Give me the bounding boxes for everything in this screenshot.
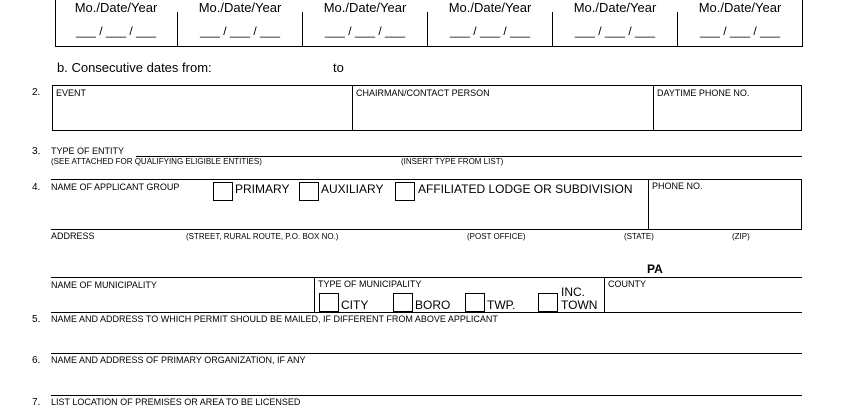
- date-label: Mo./Date/Year: [323, 0, 407, 15]
- address-line[interactable]: [51, 229, 802, 230]
- address-zip-hint: (ZIP): [732, 232, 750, 241]
- consecutive-dates-label: b. Consecutive dates from:: [57, 60, 212, 75]
- applicant-group-label: NAME OF APPLICANT GROUP: [51, 182, 180, 192]
- boro-label: BORO: [415, 298, 451, 312]
- applicant-phone-label: PHONE NO.: [652, 181, 703, 191]
- daytime-phone-label: DAYTIME PHONE NO.: [657, 88, 750, 98]
- date-cell-3[interactable]: [303, 0, 427, 46]
- twp-checkbox[interactable]: [465, 293, 485, 312]
- item-6-number: 6.: [32, 355, 41, 366]
- primary-label: PRIMARY: [235, 182, 290, 196]
- type-of-entity-label: TYPE OF ENTITY: [51, 146, 125, 156]
- municipality-name-label: NAME OF MUNICIPALITY: [51, 280, 157, 290]
- county-field[interactable]: [605, 278, 802, 312]
- address-post-office-hint: (POST OFFICE): [467, 232, 526, 241]
- date-label: Mo./Date/Year: [573, 0, 657, 15]
- municipality-type-label: TYPE OF MUNICIPALITY: [318, 279, 422, 289]
- item-7-number: 7.: [32, 397, 41, 408]
- date-blank: ___ / ___ / ___: [574, 24, 656, 38]
- auxiliary-label: AUXILIARY: [321, 182, 384, 196]
- applicant-phone-field[interactable]: [649, 180, 801, 229]
- boro-checkbox[interactable]: [393, 293, 413, 312]
- date-label: Mo./Date/Year: [448, 0, 532, 15]
- date-cell-4[interactable]: [428, 0, 552, 46]
- item-5-number: 5.: [32, 314, 41, 325]
- event-label: EVENT: [56, 88, 87, 98]
- date-blank: ___ / ___ / ___: [75, 24, 157, 38]
- affiliated-checkbox[interactable]: [395, 182, 415, 201]
- date-label: Mo./Date/Year: [198, 0, 282, 15]
- type-of-entity-sub-right: (INSERT TYPE FROM LIST): [401, 157, 504, 166]
- date-blank: ___ / ___ / ___: [199, 24, 281, 38]
- inc-town-checkbox[interactable]: [538, 293, 558, 312]
- address-street-hint: (STREET, RURAL ROUTE, P.O. BOX NO.): [186, 232, 339, 241]
- date-cell-2[interactable]: [178, 0, 302, 46]
- primary-checkbox[interactable]: [213, 182, 233, 201]
- state-value: PA: [647, 262, 663, 276]
- primary-organization-line[interactable]: [51, 395, 802, 396]
- inc-label: INC.: [561, 285, 585, 299]
- date-blank: ___ / ___ / ___: [699, 24, 781, 38]
- address-state-hint: (STATE): [624, 232, 654, 241]
- chairman-field[interactable]: [352, 85, 654, 131]
- date-label: Mo./Date/Year: [74, 0, 158, 15]
- daytime-phone-field[interactable]: [653, 85, 802, 131]
- date-cell-1[interactable]: [55, 0, 177, 46]
- date-blank: ___ / ___ / ___: [449, 24, 531, 38]
- date-cell-5[interactable]: [553, 0, 677, 46]
- event-field[interactable]: [52, 85, 353, 131]
- auxiliary-checkbox[interactable]: [299, 182, 319, 201]
- county-label: COUNTY: [608, 279, 646, 289]
- item-4-number: 4.: [32, 182, 41, 193]
- consecutive-to-label: to: [333, 60, 344, 75]
- dates-row: [55, 0, 802, 46]
- date-blank: ___ / ___ / ___: [324, 24, 406, 38]
- city-label: CITY: [341, 298, 369, 312]
- item-2-number: 2.: [32, 87, 41, 98]
- date-label: Mo./Date/Year: [698, 0, 782, 15]
- permit-mail-label: NAME AND ADDRESS TO WHICH PERMIT SHOULD BE MAILED, IF DIFFERENT FROM ABOVE APPLICANT: [51, 314, 498, 324]
- item-3-number: 3.: [32, 146, 41, 157]
- date-cell-6[interactable]: [678, 0, 802, 46]
- affiliated-label: AFFILIATED LODGE OR SUBDIVISION: [418, 182, 633, 196]
- address-label: ADDRESS: [51, 231, 95, 241]
- primary-organization-label: NAME AND ADDRESS OF PRIMARY ORGANIZATION, IF ANY: [51, 355, 306, 365]
- town-label: TOWN: [561, 298, 598, 312]
- chairman-label: CHAIRMAN/CONTACT PERSON: [356, 88, 490, 98]
- premises-location-label: LIST LOCATION OF PREMISES OR AREA TO BE LICENSED: [51, 397, 301, 407]
- permit-mail-line[interactable]: [51, 353, 802, 354]
- type-of-entity-sub-left: (SEE ATTACHED FOR QUALIFYING ELIGIBLE ENTITIES): [51, 157, 262, 166]
- twp-label: TWP.: [487, 298, 516, 312]
- city-checkbox[interactable]: [319, 293, 339, 312]
